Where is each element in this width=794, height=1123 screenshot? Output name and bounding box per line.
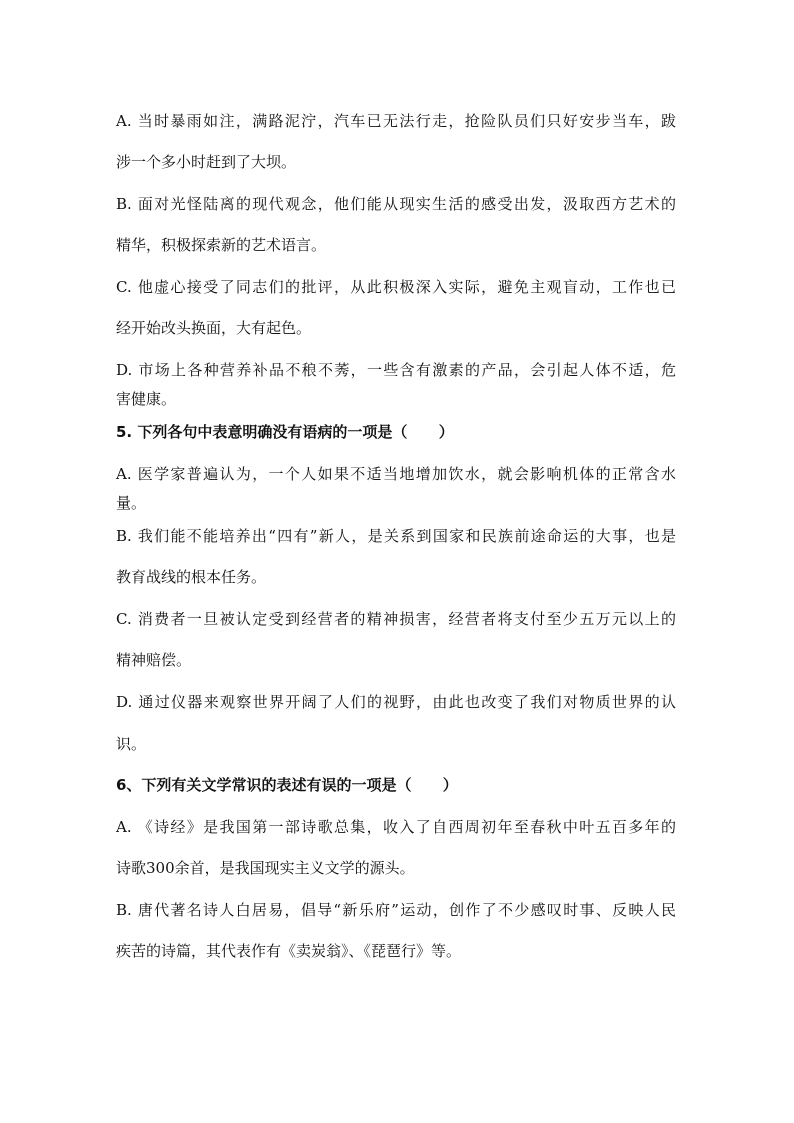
- option-a-line-1: A. 当时暴雨如注，满路泥泞，汽车已无法行走，抢险队员们只好安步当车，跋: [116, 112, 676, 130]
- q5-option-b-line-1: B. 我们能不能培养出“四有”新人，是关系到国家和民族前途命运的大事，也是: [116, 527, 676, 545]
- q6-option-a-line-1: A. 《诗经》是我国第一部诗歌总集，收入了自西周初年至春秋中叶五百多年的: [116, 818, 676, 836]
- option-d-line-2: 害健康。: [116, 390, 177, 408]
- option-d-line-1: D. 市场上各种营养补品不稂不莠，一些含有激素的产品，会引起人体不适，危: [116, 361, 676, 379]
- q6-option-b-line-2: 疾苦的诗篇，其代表作有《卖炭翁》、《琵琶行》等。: [116, 942, 462, 960]
- option-b-line-1: B. 面对光怪陆离的现代观念，他们能从现实生活的感受出发，汲取西方艺术的: [116, 195, 676, 213]
- q5-option-b-line-2: 教育战线的根本任务。: [116, 568, 267, 586]
- question-5-title: 5. 下列各句中表意明确没有语病的一项是（ ）: [116, 423, 454, 441]
- q5-option-d-line-2: 识。: [116, 735, 147, 753]
- q5-option-d-line-1: D. 通过仪器来观察世界开阔了人们的视野，由此也改变了我们对物质世界的认: [116, 693, 676, 711]
- option-c-line-2: 经开始改头换面，大有起色。: [116, 319, 312, 337]
- option-b-line-2: 精华，积极探索新的艺术语言。: [116, 236, 327, 254]
- option-a-line-2: 涉一个多小时赶到了大坝。: [116, 153, 297, 171]
- q5-option-a-line-2: 量。: [116, 494, 147, 512]
- q5-option-c-line-1: C. 消费者一旦被认定受到经营者的精神损害，经营者将支付至少五万元以上的: [116, 610, 676, 628]
- q5-option-a-line-1: A. 医学家普遍认为，一个人如果不适当地增加饮水，就会影响机体的正常含水: [116, 465, 676, 483]
- question-6-title: 6、下列有关文学常识的表述有误的一项是（ ）: [116, 776, 458, 794]
- option-c-line-1: C. 他虚心接受了同志们的批评，从此积极深入实际，避免主观盲动，工作也已: [116, 278, 676, 296]
- q6-option-b-line-1: B. 唐代著名诗人白居易，倡导“新乐府”运动，创作了不少感叹时事、反映人民: [116, 901, 676, 919]
- q5-option-c-line-2: 精神赔偿。: [116, 651, 192, 669]
- q6-option-a-line-2: 诗歌300余首，是我国现实主义文学的源头。: [116, 859, 415, 877]
